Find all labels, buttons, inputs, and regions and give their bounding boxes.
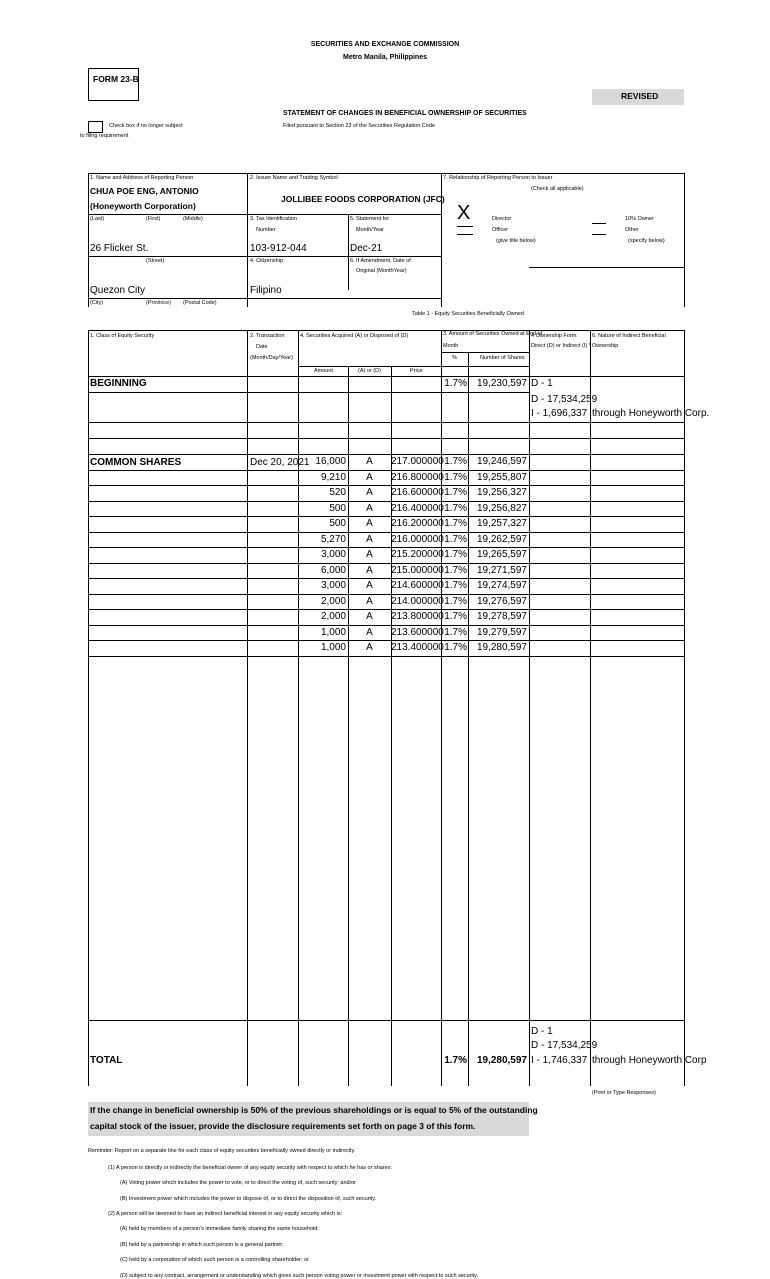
tin-label-2: Number bbox=[256, 227, 276, 233]
row-amount: 500 bbox=[329, 502, 346, 514]
print-note: (Print or Type Responses) bbox=[592, 1090, 656, 1096]
col-owned-header-2: Month bbox=[443, 343, 459, 349]
total-form-3: I - 1,746,337 bbox=[531, 1055, 588, 1066]
reminder-2b: (B) held by a partnership in which such person is a general partner; bbox=[120, 1242, 284, 1248]
row-pct: 1.7% bbox=[444, 549, 467, 560]
row-amount: 1,000 bbox=[320, 642, 346, 653]
beginning-shares: 19,230,597 bbox=[476, 378, 527, 389]
col-class-header: 1. Class of Equity Security bbox=[90, 333, 155, 339]
row-pct: 1.7% bbox=[444, 642, 467, 653]
row-pct: 1.7% bbox=[444, 564, 467, 576]
col-amount-header: Amount bbox=[314, 368, 333, 374]
revised-label: REVISED bbox=[621, 91, 659, 101]
reminder-1: (1) A person is directly or indirectly the beneficial owner of any equity security with respect to which he has or shares: bbox=[108, 1165, 392, 1171]
first-label: (First) bbox=[146, 216, 161, 222]
reminder-1a: (A) Voting power which includes the power to vote, or to direct the voting of, such security; and/or bbox=[120, 1180, 357, 1186]
col-pct-header: % bbox=[452, 355, 457, 361]
row-pct: 1.7% bbox=[444, 595, 467, 607]
row-amount: 2,000 bbox=[320, 611, 346, 622]
row-price: 214.600000 bbox=[391, 580, 444, 591]
row-a-or-d: A bbox=[366, 518, 373, 529]
statement-for-label-1: 5. Statement for bbox=[350, 216, 390, 222]
row-shares: 19,262,597 bbox=[476, 533, 527, 545]
last-label: (Last) bbox=[90, 216, 105, 222]
reminder-2a: (A) held by members of a person's immediate family sharing the same household; bbox=[120, 1226, 319, 1232]
total-shares: 19,280,597 bbox=[476, 1055, 527, 1066]
row-pct: 1.7% bbox=[444, 518, 467, 529]
row-a-or-d: A bbox=[366, 487, 373, 498]
table-title: Table 1 - Equity Securities Beneficially Owned bbox=[412, 311, 524, 317]
row-shares: 19,280,597 bbox=[476, 642, 527, 653]
row-a-or-d: A bbox=[366, 471, 373, 483]
specify-label: (specify below) bbox=[628, 238, 665, 244]
row-pct: 1.7% bbox=[444, 456, 467, 467]
beginning-nature: through Honeyworth Corp. bbox=[592, 408, 710, 419]
row-shares: 19,274,597 bbox=[476, 580, 527, 591]
row-price: 213.600000 bbox=[391, 626, 444, 638]
row-price: 216.000000 bbox=[391, 533, 444, 545]
postal-label: (Postal Code) bbox=[183, 300, 217, 306]
reminder-2c: (C) held by a corporation of which such person is a controlling shareholder; or bbox=[120, 1257, 309, 1263]
row-price: 216.800000 bbox=[391, 471, 444, 483]
row-price: 216.600000 bbox=[391, 487, 444, 498]
row-a-or-d: A bbox=[366, 626, 373, 638]
beginning-pct: 1.7% bbox=[444, 378, 467, 389]
col-nature-header-2: Ownership bbox=[592, 343, 619, 349]
relationship-label: 7. Relationship of Reporting Person to Issuer bbox=[443, 175, 553, 181]
row-pct: 1.7% bbox=[444, 487, 467, 498]
col-form-header-1: 4 Ownership Form: bbox=[531, 333, 578, 339]
beginning-form-1: D - 1 bbox=[531, 378, 553, 389]
city-value: Quezon City bbox=[90, 285, 146, 296]
row-shares: 19,246,597 bbox=[476, 456, 527, 467]
row-price: 217.000000 bbox=[391, 456, 444, 467]
commission-location: Metro Manila, Philippines bbox=[342, 54, 427, 61]
row-price: 216.200000 bbox=[391, 518, 444, 529]
row-a-or-d: A bbox=[366, 456, 373, 467]
checkbox-label-1: Check box if no longer subject bbox=[109, 123, 183, 129]
beginning-label: BEGINNING bbox=[90, 378, 147, 389]
director-label: Director bbox=[492, 216, 512, 222]
row-amount: 1,000 bbox=[320, 626, 346, 638]
col-date-header-3: (Month/Day/Year) bbox=[250, 355, 293, 361]
row-pct: 1.7% bbox=[444, 533, 467, 545]
statement-title: STATEMENT OF CHANGES IN BENEFICIAL OWNERSHIP OF SECURITIES bbox=[283, 110, 527, 117]
check-all-label: (Check all applicable) bbox=[531, 186, 584, 192]
col-acquired-header: 4. Securities Acquired (A) or Disposed of (D) bbox=[300, 333, 409, 339]
row-amount: 2,000 bbox=[320, 595, 346, 607]
owner-label: 10% Owner bbox=[625, 216, 654, 222]
row-pct: 1.7% bbox=[444, 502, 467, 514]
row-pct: 1.7% bbox=[444, 471, 467, 483]
beginning-form-2: D - 17,534,259 bbox=[531, 394, 598, 405]
row-shares: 19,256,827 bbox=[476, 502, 527, 514]
col-date-header-2: Date bbox=[256, 344, 268, 350]
row-pct: 1.7% bbox=[444, 580, 467, 591]
statement-for-label-2: Month/Year bbox=[356, 227, 384, 233]
row-amount: 3,000 bbox=[320, 549, 346, 560]
col-date-header-1: 2. Transaction bbox=[250, 333, 285, 339]
row-price: 214.000000 bbox=[391, 595, 444, 607]
revised-banner bbox=[592, 89, 684, 105]
form-box bbox=[88, 68, 139, 101]
row-a-or-d: A bbox=[366, 595, 373, 607]
row-price: 213.800000 bbox=[391, 611, 444, 622]
total-pct: 1.7% bbox=[444, 1055, 467, 1066]
row-a-or-d: A bbox=[366, 549, 373, 560]
row-price: 216.400000 bbox=[391, 502, 444, 514]
row-shares: 19,255,807 bbox=[476, 471, 527, 483]
row-pct: 1.7% bbox=[444, 626, 467, 638]
row-amount: 500 bbox=[329, 518, 346, 529]
row-price: 213.400000 bbox=[391, 642, 444, 653]
col-nature-header-1: 6. Nature of Indirect Beneficial bbox=[592, 333, 666, 339]
reminder-1b: (B) Investment power which includes the power to dispose of, or to direct the disposition of, such security. bbox=[120, 1196, 377, 1202]
col-shares-header: Number of Shares bbox=[480, 355, 525, 361]
other-label: Other bbox=[625, 227, 639, 233]
col-aord-header: (A) or (D) bbox=[358, 368, 381, 374]
notice-line-1: If the change in beneficial ownership is 50% of the previous shareholdings or is equal to 5% of the outstanding bbox=[90, 1105, 538, 1115]
col-price-header: Price bbox=[410, 368, 423, 374]
row-amount: 9,210 bbox=[320, 471, 346, 483]
street-label: (Street) bbox=[146, 258, 165, 264]
notice-line-2: capital stock of the issuer, provide the disclosure requirements set forth on page 3 of this form. bbox=[90, 1121, 476, 1131]
province-label: (Province) bbox=[146, 300, 172, 306]
director-check-mark[interactable]: X bbox=[457, 202, 471, 224]
statement-subtitle: Filed pursuant to Section 23 of the Securities Regulation Code bbox=[283, 123, 435, 129]
officer-label: Officer bbox=[492, 227, 509, 233]
common-shares-date: Dec 20, 2021 bbox=[250, 457, 310, 468]
issuer-name: JOLLIBEE FOODS CORPORATION (JFC) bbox=[281, 194, 445, 204]
row-shares: 19,271,597 bbox=[476, 564, 527, 576]
row-a-or-d: A bbox=[366, 580, 373, 591]
row-amount: 3,000 bbox=[320, 580, 346, 591]
row-a-or-d: A bbox=[366, 611, 373, 622]
beginning-form-3: I - 1,696,337 bbox=[531, 408, 588, 419]
tin-label-1: 3. Tax Identification bbox=[250, 216, 297, 222]
total-form-1: D - 1 bbox=[531, 1026, 553, 1037]
row-price: 215.200000 bbox=[391, 549, 444, 560]
row-amount: 6,000 bbox=[320, 564, 346, 576]
disclosure-notice bbox=[88, 1102, 538, 1136]
city-label: (City) bbox=[90, 300, 104, 306]
amendment-label-2: Original (MonthYear) bbox=[356, 268, 407, 274]
row-price: 215.000000 bbox=[391, 564, 444, 576]
reminder-2d: (D) subject to any contract, arrangement or understanding which gives such person voting power or investment power with respect to such security. bbox=[120, 1273, 479, 1279]
reporting-person-corp: (Honeyworth Corporation) bbox=[90, 201, 196, 211]
amendment-label-1: 6. If Amendment, Date of bbox=[350, 258, 411, 264]
common-shares-label: COMMON SHARES bbox=[90, 457, 182, 468]
citizenship-label: 4. Citizenship bbox=[250, 258, 284, 264]
row-pct: 1.7% bbox=[444, 611, 467, 622]
row-shares: 19,265,597 bbox=[476, 549, 527, 560]
middle-label: (Middle) bbox=[183, 216, 203, 222]
row-shares: 19,276,597 bbox=[476, 595, 527, 607]
row-a-or-d: A bbox=[366, 642, 373, 653]
row-amount: 520 bbox=[329, 487, 346, 498]
total-form-2: D - 17,534,259 bbox=[531, 1040, 598, 1051]
total-label: TOTAL bbox=[90, 1055, 123, 1066]
col-owned-header-1: 3. Amount of Securities Owned at End of bbox=[443, 331, 543, 337]
reporting-person-label: 1. Name and Address of Reporting Person bbox=[90, 175, 194, 181]
reporting-person-name: CHUA POE ENG, ANTONIO bbox=[90, 186, 199, 196]
issuer-label: 2. Issuer Name and Trading Symbol bbox=[250, 175, 338, 181]
form-number: FORM 23-B bbox=[93, 74, 139, 84]
row-shares: 19,257,327 bbox=[476, 518, 527, 529]
reminder-2: (2) A person will be deemed to have an indirect beneficial interest in any equity security which is: bbox=[108, 1211, 343, 1217]
row-a-or-d: A bbox=[366, 564, 373, 576]
citizenship-value: Filipino bbox=[250, 285, 282, 296]
checkbox-label-2: to filing requirement bbox=[80, 133, 129, 139]
row-shares: 19,256,327 bbox=[476, 487, 527, 498]
row-shares: 19,279,597 bbox=[476, 626, 527, 638]
statement-for-value: Dec-21 bbox=[350, 243, 383, 254]
commission-title: SECURITIES AND EXCHANGE COMMISSION bbox=[310, 41, 460, 48]
give-title-label: (give title below) bbox=[496, 238, 536, 244]
row-shares: 19,278,597 bbox=[476, 611, 527, 622]
reminder-0: Reminder: Report on a separate line for each class of equity securities beneficially owned directly or indirectly. bbox=[88, 1148, 356, 1154]
tin-value: 103-912-044 bbox=[250, 243, 307, 254]
row-a-or-d: A bbox=[366, 502, 373, 514]
no-longer-subject-checkbox[interactable] bbox=[88, 121, 103, 133]
row-amount: 5,270 bbox=[320, 533, 346, 545]
row-a-or-d: A bbox=[366, 533, 373, 545]
total-nature: through Honeyworth Corp bbox=[592, 1055, 707, 1066]
row-amount: 16,000 bbox=[315, 456, 346, 467]
col-form-header-2: Direct (D) or Indirect (I) * bbox=[531, 343, 591, 349]
street-value: 26 Flicker St. bbox=[90, 243, 149, 254]
